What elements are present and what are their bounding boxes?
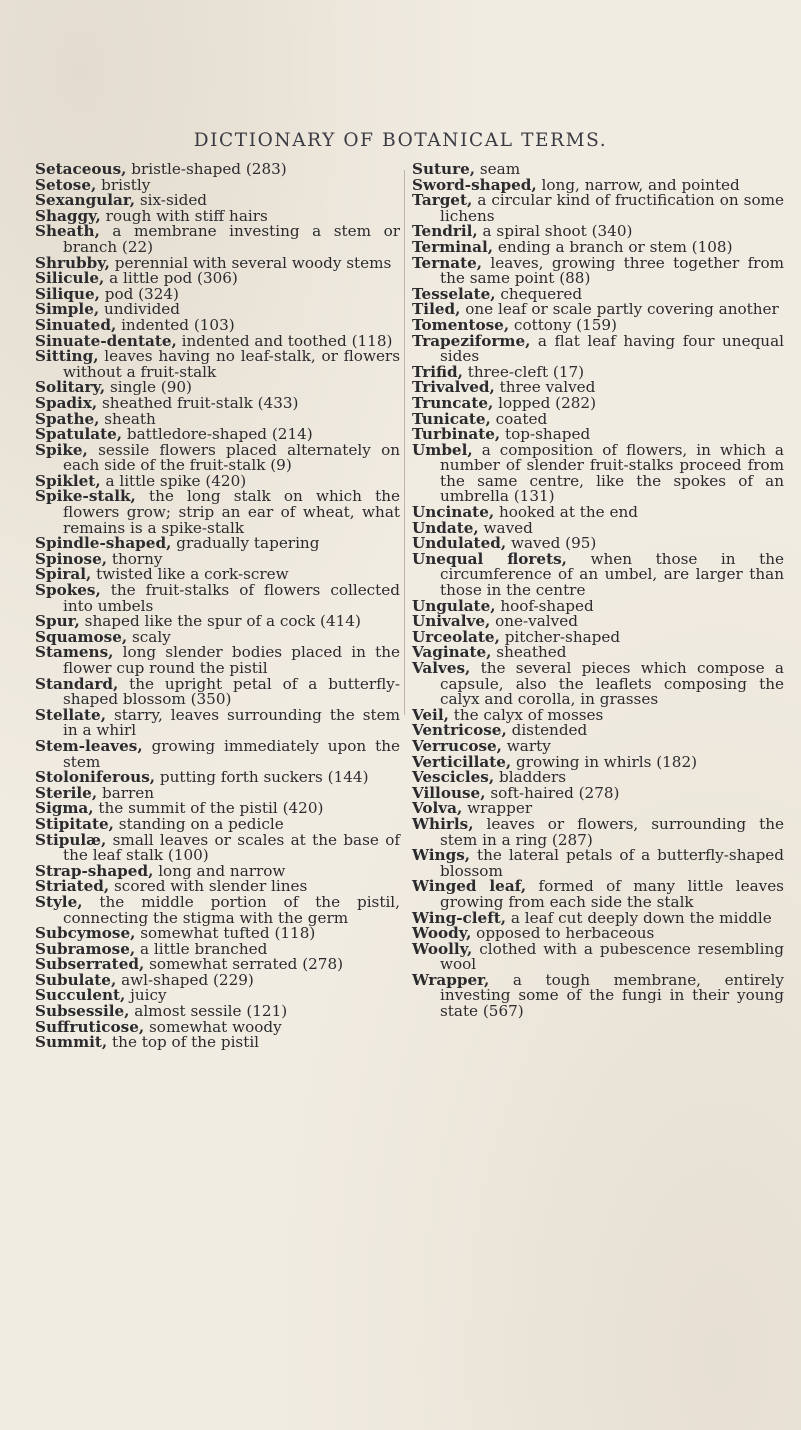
entry-term: Trifid, <box>412 362 463 381</box>
entry-definition: top-shaped <box>500 425 591 444</box>
entry-term: Subcymose, <box>35 924 136 943</box>
entry-definition: pod (324) <box>99 284 179 303</box>
entry-term: Spatulate, <box>35 425 123 444</box>
entry-definition: bladders <box>494 768 567 787</box>
entry-term: Whirls, <box>412 814 474 833</box>
entry-definition: waved <box>478 518 533 537</box>
entry-definition: long slender bodies placed in the flower cup round the pistil <box>63 643 400 677</box>
entry-definition: soft-haired (278) <box>485 783 620 802</box>
entry-term: Sterile, <box>35 783 98 802</box>
entry-definition: bristly <box>96 175 151 194</box>
entry-definition: long and narrow <box>153 861 286 880</box>
dictionary-entry <box>35 440 400 475</box>
entry-definition: a spiral shoot (340) <box>477 222 633 241</box>
dictionary-entry <box>412 814 784 849</box>
entry-definition: the upright petal of a butterfly-shaped blossom (350) <box>63 674 400 709</box>
entry-definition: a leaf cut deeply down the middle <box>506 908 772 927</box>
entry-definition: pitcher-shaped <box>499 627 621 646</box>
entry-definition: a membrane investing a stem or branch (22) <box>63 222 400 256</box>
entry-term: Striated, <box>35 877 110 896</box>
entry-term: Volva, <box>412 799 463 818</box>
entry-term: Spindle-shaped, <box>35 534 172 553</box>
entry-term: Stipitate, <box>35 814 114 833</box>
entry-definition: three-cleft (17) <box>462 362 585 381</box>
entry-definition: sheathed <box>491 643 567 662</box>
dictionary-entry <box>412 549 784 600</box>
entry-definition: lopped (282) <box>493 393 596 412</box>
entry-definition: coated <box>490 409 548 428</box>
entry-term: Woolly, <box>412 939 473 958</box>
entry-definition: the fruit-stalks of flowers collected into umbels <box>63 581 400 615</box>
entry-term: Sheath, <box>35 222 100 241</box>
dictionary-entry <box>412 193 784 224</box>
entry-term: Terminal, <box>412 237 494 256</box>
dictionary-entry <box>412 848 784 879</box>
entry-definition: a tough membrane, entirely investing some of the fungi in their young state (567) <box>440 970 784 1021</box>
entry-term: Solitary, <box>35 378 106 397</box>
entry-term: Tunicate, <box>412 409 491 428</box>
entry-definition: the lateral petals of a butterfly-shaped blossom <box>440 846 784 880</box>
entry-definition: leaves, growing three together from the same point (88) <box>440 253 784 288</box>
dictionary-entry <box>35 892 400 927</box>
dictionary-entry <box>35 674 400 709</box>
entry-definition: rough with stiff hairs <box>100 206 268 225</box>
column-divider <box>404 170 405 715</box>
entry-definition: seam <box>475 160 521 178</box>
dictionary-entry <box>412 939 784 974</box>
entry-term: Urceolate, <box>412 627 500 646</box>
entry-term: Spiral, <box>35 565 92 584</box>
entry-term: Squamose, <box>35 627 128 646</box>
entry-term: Tesselate, <box>412 284 496 303</box>
entry-definition: distended <box>506 721 588 740</box>
entry-definition: bristle-shaped (283) <box>126 160 287 178</box>
entry-term: Suffruticose, <box>35 1017 145 1036</box>
entry-definition: shaped like the spur of a cock (414) <box>79 612 361 631</box>
entry-term: Undulated, <box>412 534 507 553</box>
entry-term: Trapeziforme, <box>412 331 531 350</box>
dictionary-entry <box>35 583 400 614</box>
entry-term: Succulent, <box>35 986 126 1005</box>
entry-term: Winged leaf, <box>412 877 527 896</box>
entry-term: Stellate, <box>35 705 106 724</box>
entry-definition: somewhat woody <box>144 1017 282 1036</box>
entry-definition: a circular kind of fructification on some lichens <box>440 191 784 225</box>
entry-term: Silique, <box>35 284 100 303</box>
entry-term: Shrubby, <box>35 253 110 272</box>
entry-term: Subserrated, <box>35 955 145 974</box>
entry-term: Stamens, <box>35 643 114 662</box>
entry-term: Setaceous, <box>35 160 127 178</box>
dictionary-entry <box>412 253 784 288</box>
entry-definition: the several pieces which compose a capsule, also the leaflets composing the calyx and corolla, in grasses <box>440 659 784 709</box>
entry-definition: one-valved <box>490 612 578 631</box>
entry-term: Spur, <box>35 612 80 631</box>
entry-term: Vescicles, <box>412 768 495 787</box>
entry-term: Spokes, <box>35 581 101 600</box>
entry-term: Valves, <box>412 659 471 677</box>
dictionary-entry <box>35 349 400 380</box>
entry-term: Verrucose, <box>412 736 502 755</box>
entry-definition: leaves or flowers, surrounding the stem in a ring (287) <box>440 814 784 849</box>
entry-term: Sexangular, <box>35 191 136 210</box>
entry-term: Style, <box>35 892 83 911</box>
dictionary-entry <box>35 489 400 536</box>
entry-definition: hoof-shaped <box>495 596 594 615</box>
entry-term: Stipulæ, <box>35 830 107 849</box>
entry-definition: chequered <box>495 284 583 303</box>
entry-definition: putting forth suckers (144) <box>155 768 369 787</box>
entry-term: Suture, <box>412 160 476 178</box>
entry-definition: one leaf or scale partly covering another <box>460 300 779 319</box>
entry-definition: waved (95) <box>506 534 597 553</box>
entry-definition: awl-shaped (229) <box>116 970 254 989</box>
entry-definition: starry, leaves surrounding the stem in a whirl <box>63 705 400 740</box>
dictionary-entry <box>412 440 784 506</box>
entry-definition: warty <box>501 736 551 755</box>
entry-term: Uncinate, <box>412 503 495 522</box>
entry-definition: the top of the pistil <box>107 1033 260 1052</box>
entry-term: Sitting, <box>35 347 99 366</box>
entry-definition: the long stalk on which the flowers grow; strip an ear of wheat, what remains is a spike-stalk <box>63 487 400 537</box>
entry-definition: growing in whirls (182) <box>511 752 698 771</box>
entry-definition: a flat leaf having four unequal sides <box>440 331 784 366</box>
entry-term: Veil, <box>412 705 449 724</box>
entry-term: Strap-shaped, <box>35 861 154 880</box>
entry-term: Summit, <box>35 1033 108 1052</box>
entry-definition: scored with slender lines <box>109 877 308 896</box>
entry-definition: almost sessile (121) <box>129 1002 288 1021</box>
entry-term: Villouse, <box>412 783 486 802</box>
entry-definition: somewhat tufted (118) <box>135 924 316 943</box>
entry-definition: juicy <box>125 986 167 1005</box>
entry-definition: a little pod (306) <box>104 269 238 288</box>
entry-definition: indented and toothed (118) <box>176 331 393 350</box>
entry-definition: the calyx of mosses <box>448 705 604 724</box>
entry-term: Target, <box>412 191 473 210</box>
entry-term: Verticillate, <box>412 752 512 771</box>
entry-term: Woody, <box>412 924 472 943</box>
dictionary-entry <box>412 970 784 1021</box>
entry-term: Univalve, <box>412 612 491 631</box>
entry-term: Spinose, <box>35 549 108 568</box>
entry-term: Setose, <box>35 175 97 194</box>
entry-definition: clothed with a pubescence resembling wool <box>440 939 784 974</box>
entry-definition: wrapper <box>462 799 533 818</box>
entry-term: Spike-stalk, <box>35 487 136 506</box>
dictionary-entry <box>35 645 400 676</box>
entry-term: Tomentose, <box>412 315 510 334</box>
entry-definition: a little branched <box>135 939 268 958</box>
entry-term: Spike, <box>35 440 88 459</box>
dictionary-entry <box>35 736 400 771</box>
right-column <box>412 162 784 1020</box>
entry-definition: battledore-shaped (214) <box>122 425 313 444</box>
dictionary-entry <box>35 1035 400 1051</box>
entry-term: Stoloniferous, <box>35 768 156 787</box>
entry-term: Umbel, <box>412 440 473 459</box>
entry-term: Turbinate, <box>412 425 501 444</box>
entry-definition: barren <box>97 783 155 802</box>
entry-definition: a composition of flowers, in which a number of slender fruit-stalks proceed from the same centre, like the spokes of an umbrella (131) <box>440 440 784 506</box>
entry-definition: indented (103) <box>116 315 235 334</box>
entry-definition: sheath <box>99 409 156 428</box>
entry-term: Unequal florets, <box>412 549 567 568</box>
entry-definition: long, narrow, and pointed <box>536 175 740 194</box>
entry-term: Sigma, <box>35 799 94 818</box>
entry-definition: ending a branch or stem (108) <box>493 237 733 256</box>
dictionary-entry <box>412 661 784 708</box>
entry-term: Ungulate, <box>412 596 496 615</box>
entry-definition: opposed to herbaceous <box>471 924 655 943</box>
entry-term: Wings, <box>412 846 471 865</box>
entry-term: Stem-leaves, <box>35 736 143 755</box>
entry-definition: small leaves or scales at the base of the leaf stalk (100) <box>63 830 400 865</box>
entry-term: Standard, <box>35 674 119 693</box>
entry-term: Wrapper, <box>412 970 490 989</box>
entry-term: Vaginate, <box>412 643 492 662</box>
dictionary-entry <box>412 879 784 910</box>
entry-definition: when those in the circumference of an umbel, are larger than those in the centre <box>440 549 784 600</box>
dictionary-entry <box>35 705 400 740</box>
entry-term: Spadix, <box>35 393 98 412</box>
entry-definition: growing immediately upon the stem <box>63 736 400 771</box>
entry-definition: three valved <box>494 378 596 397</box>
entry-term: Spiklet, <box>35 471 101 490</box>
entry-definition: sheathed fruit-stalk (433) <box>97 393 299 412</box>
entry-term: Spathe, <box>35 409 100 428</box>
entry-term: Shaggy, <box>35 206 101 225</box>
entry-definition: single (90) <box>105 378 192 397</box>
dictionary-entry <box>35 830 400 865</box>
entry-definition: undivided <box>99 300 180 319</box>
entry-term: Trivalved, <box>412 378 495 397</box>
entry-definition: cottony (159) <box>509 315 617 334</box>
entry-definition: thorny <box>107 549 163 568</box>
entry-term: Sinuate-dentate, <box>35 331 177 350</box>
entry-definition: six-sided <box>135 191 208 210</box>
entry-definition: the middle portion of the pistil, connecting the stigma with the germ <box>63 892 400 927</box>
entry-definition: somewhat serrated (278) <box>144 955 344 974</box>
entry-definition: formed of many little leaves growing from each side the stalk <box>440 877 784 911</box>
entry-definition: a little spike (420) <box>100 471 247 490</box>
entry-term: Ventricose, <box>412 721 507 740</box>
page-heading: DICTIONARY OF BOTANICAL TERMS. <box>193 130 608 151</box>
entry-term: Truncate, <box>412 393 494 412</box>
entry-definition: leaves having no leaf-stalk, or flowers without a fruit-stalk <box>63 347 400 381</box>
entry-definition: hooked at the end <box>494 503 638 522</box>
entry-term: Subramose, <box>35 939 136 958</box>
left-column <box>35 162 400 1051</box>
entry-term: Sinuated, <box>35 315 117 334</box>
entry-term: Sword-shaped, <box>412 175 537 194</box>
entry-term: Wing-cleft, <box>412 908 507 927</box>
entry-definition: perennial with several woody stems <box>109 253 392 272</box>
dictionary-entry <box>412 331 784 366</box>
entry-term: Undate, <box>412 518 479 537</box>
entry-definition: sessile flowers placed alternately on each side of the fruit-stalk (9) <box>63 440 400 475</box>
entry-term: Tiled, <box>412 300 461 319</box>
entry-term: Ternate, <box>412 253 483 272</box>
entry-term: Subsessile, <box>35 1002 130 1021</box>
entry-term: Tendril, <box>412 222 478 241</box>
entry-definition: scaly <box>127 627 171 646</box>
entry-term: Silicule, <box>35 269 105 288</box>
entry-term: Subulate, <box>35 970 117 989</box>
entry-definition: gradually tapering <box>171 534 320 553</box>
dictionary-entry <box>35 224 400 255</box>
entry-definition: twisted like a cork-screw <box>91 565 289 584</box>
entry-definition: the summit of the pistil (420) <box>93 799 324 818</box>
entry-term: Simple, <box>35 300 100 319</box>
entry-definition: standing on a pedicle <box>113 814 284 833</box>
